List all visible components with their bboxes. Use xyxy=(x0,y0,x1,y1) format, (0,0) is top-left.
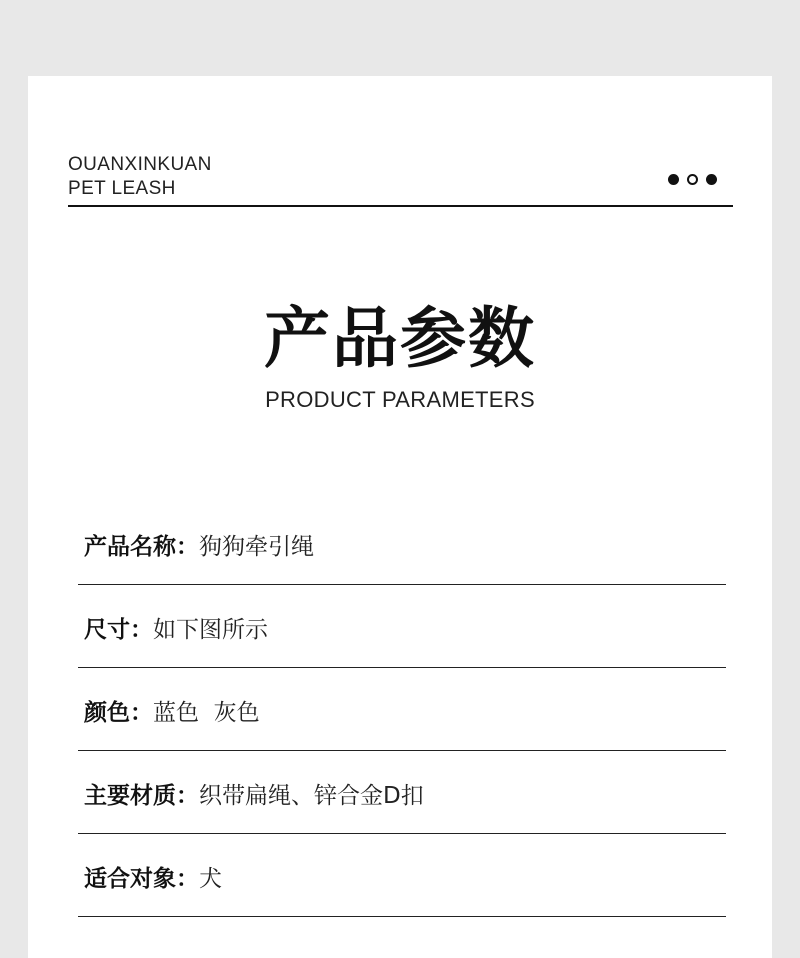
decorative-dots xyxy=(668,174,717,185)
dot-filled-icon xyxy=(668,174,679,185)
header-divider xyxy=(68,205,733,207)
page-title: 产品参数 xyxy=(264,300,536,377)
param-row-size xyxy=(78,585,726,668)
param-label: 颜色： xyxy=(84,700,153,726)
brand-name: OUANXINKUAN xyxy=(68,154,212,175)
brand-block xyxy=(68,153,212,201)
param-value: 犬 xyxy=(199,866,222,892)
brand-product-type: PET LEASH xyxy=(68,178,176,199)
param-row-color xyxy=(78,668,726,751)
param-value: 如下图所示 xyxy=(153,617,268,643)
param-row-product-name xyxy=(78,501,726,585)
dot-hollow-icon xyxy=(687,174,698,185)
param-value: 狗狗牵引绳 xyxy=(199,534,314,560)
param-label: 适合对象： xyxy=(84,866,199,892)
dot-filled-icon xyxy=(706,174,717,185)
param-label: 产品名称： xyxy=(84,534,199,560)
param-value: 织带扁绳、锌合金D扣 xyxy=(199,783,424,809)
page-subtitle: PRODUCT PARAMETERS xyxy=(265,387,535,412)
param-label: 主要材质： xyxy=(84,783,199,809)
parameter-list xyxy=(78,501,726,917)
param-value: 蓝色 灰色 xyxy=(153,700,260,726)
param-label: 尺寸： xyxy=(84,617,153,643)
param-row-suitable-for xyxy=(78,834,726,917)
param-row-material xyxy=(78,751,726,834)
parameters-card xyxy=(28,76,772,958)
